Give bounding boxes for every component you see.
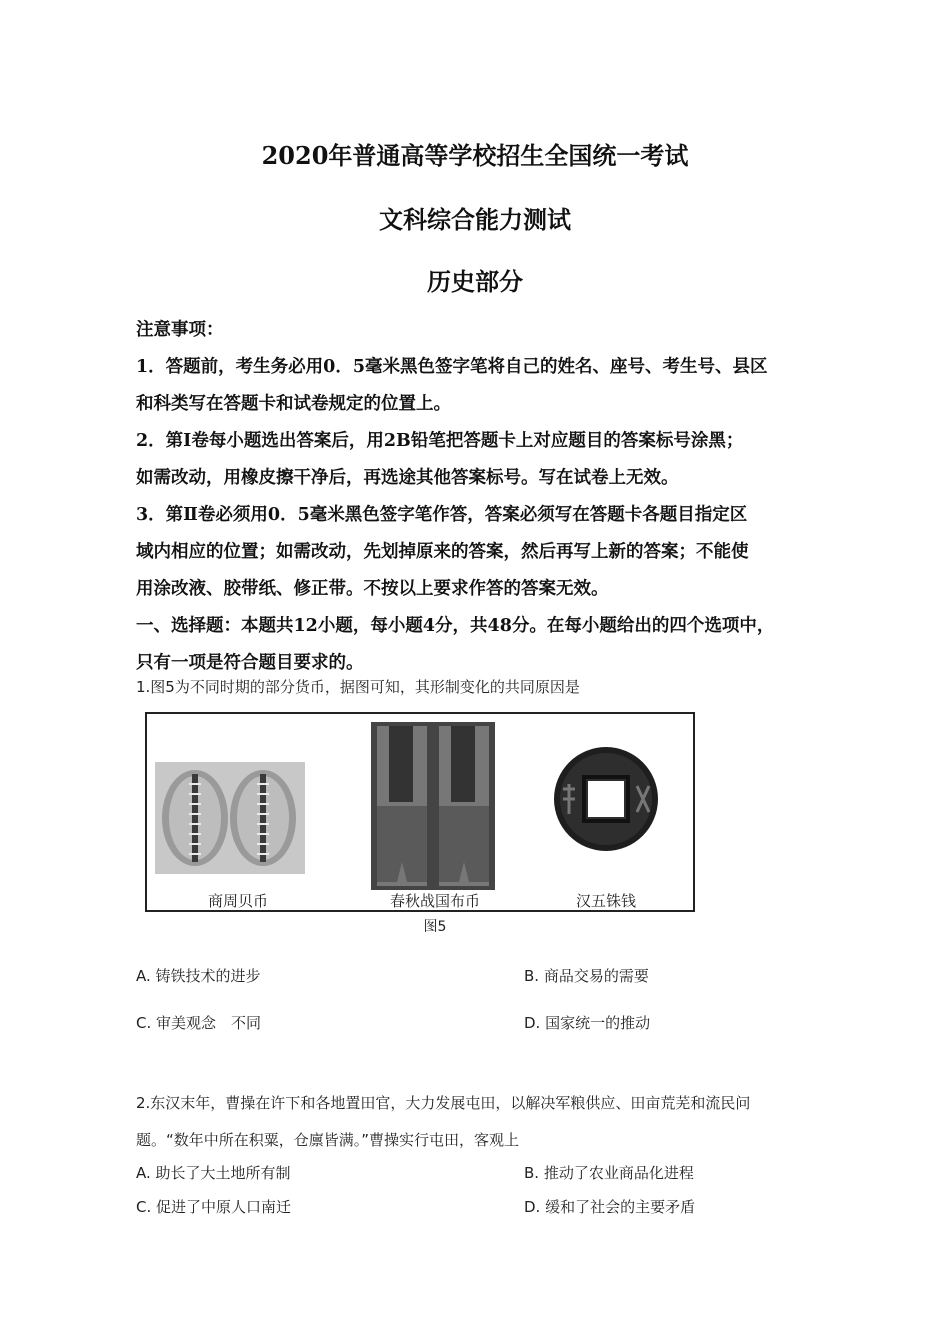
q1-option-c: C. 审美观念 不同 — [136, 1014, 262, 1032]
figure-caption: 商周贝币 — [207, 892, 268, 910]
question-2-stem-line2: 题。“数年中所在积粟，仓廪皆满。”曹操实行屯田，客观上 — [136, 1131, 520, 1149]
exam-title: 2020年普通高等学校招生全国统一考试 — [261, 141, 689, 170]
q2-option-b: B. 推动了农业商品化进程 — [524, 1164, 694, 1182]
q1-option-b: B. 商品交易的需要 — [524, 967, 649, 985]
notes-line: 2．第Ⅰ卷每小题选出答案后，用2B铅笔把答题卡上对应题目的答案标号涂黑； — [136, 431, 744, 451]
q2-option-d: D. 缓和了社会的主要矛盾 — [524, 1198, 696, 1216]
q2-option-a: A. 助长了大土地所有制 — [136, 1164, 291, 1182]
notes-line: 如需改动，用橡皮擦干净后，再选途其他答案标号。写在试卷上无效。 — [136, 468, 679, 488]
notes-line: 和科类写在答题卡和试卷规定的位置上。 — [136, 394, 451, 414]
exam-subtitle: 文科综合能力测试 — [379, 205, 571, 234]
notes-line: 用涂改液、胶带纸、修正带。不按以上要求作答的答案无效。 — [136, 579, 609, 599]
currency-figure — [145, 712, 695, 912]
figure-caption: 汉五铢钱 — [575, 892, 636, 910]
notes-line: 3．第Ⅱ卷必须用0．5毫米黑色签字笔作答，答案必须写在答题卡各题目指定区 — [136, 505, 748, 525]
notes-line: 1．答题前，考生务必用0．5毫米黑色签字笔将自己的姓名、座号、考生号、县区 — [136, 357, 768, 377]
notes-line: 一、选择题：本题共12小题，每小题4分，共48分。在每小题给出的四个选项中， — [136, 616, 775, 636]
spade-money-image — [371, 722, 495, 890]
question-2-stem-line1: 2.东汉末年，曹操在许下和各地置田官，大力发展屯田，以解决军粮供应、田亩荒芜和流民问 — [136, 1094, 751, 1112]
q2-option-c: C. 促进了中原人口南迁 — [136, 1198, 292, 1216]
question-1-stem: 1.图5为不同时期的部分货币，据图可知，其形制变化的共同原因是 — [136, 678, 580, 696]
q1-option-a: A. 铸铁技术的进步 — [136, 967, 261, 985]
shell-money-image — [155, 762, 305, 874]
section-title: 历史部分 — [427, 267, 523, 296]
wuzhu-coin-image — [551, 734, 661, 864]
notes-line: 只有一项是符合题目要求的。 — [136, 653, 364, 673]
figure-caption: 春秋战国布币 — [389, 892, 480, 910]
notes-heading: 注意事项： — [136, 320, 224, 340]
q1-option-d: D. 国家统一的推动 — [524, 1014, 651, 1032]
figure-title: 图5 — [423, 919, 447, 935]
notes-line: 域内相应的位置；如需改动，先划掉原来的答案，然后再写上新的答案；不能使 — [136, 542, 749, 562]
notes-block — [136, 312, 836, 682]
